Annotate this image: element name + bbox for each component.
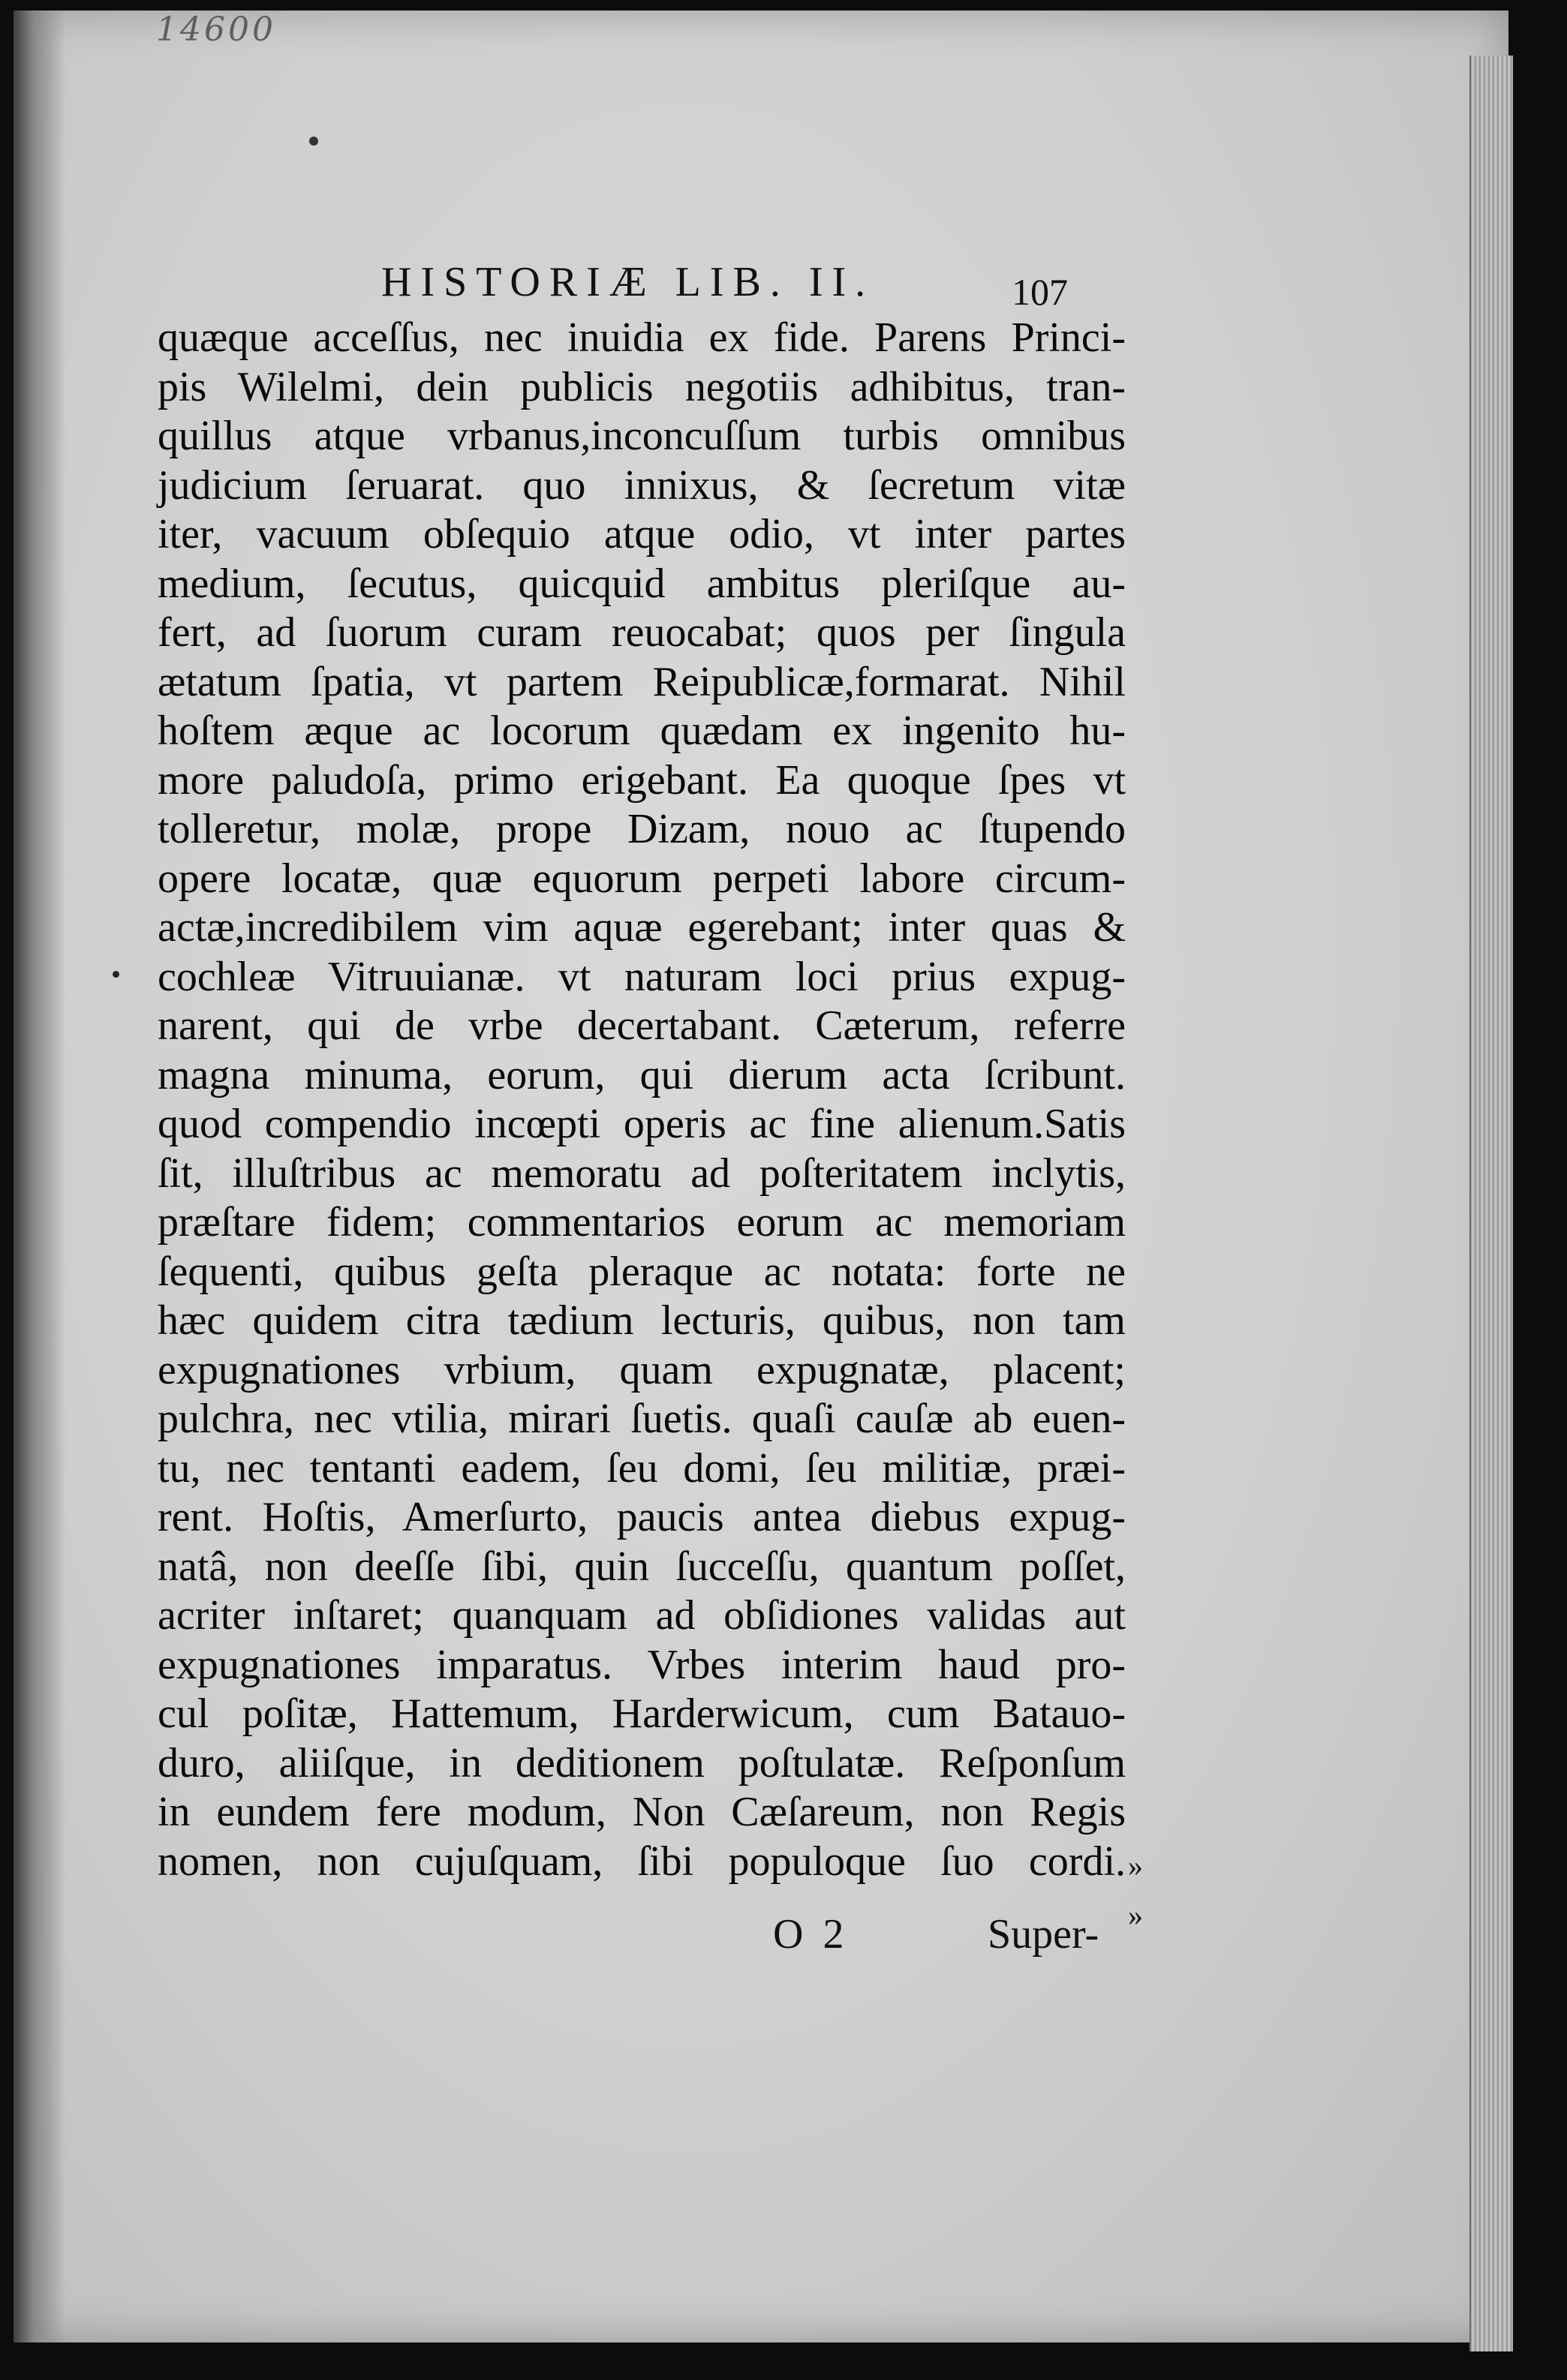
text-line: quillus atque vrbanus,inconcuſſum turbis omnibus bbox=[158, 413, 1126, 459]
page-number: 107 bbox=[1012, 271, 1068, 313]
text-line: quæque acceſſus, nec inuidia ex fide. Parens Princi- bbox=[158, 314, 1126, 361]
text-line: expugnationes imparatus. Vrbes interim haud pro- bbox=[158, 1641, 1126, 1688]
text-line: hoſtem æque ac locorum quædam ex ingenito hu- bbox=[158, 708, 1126, 754]
page-edges bbox=[1469, 56, 1513, 2351]
text-line: magna minuma, eorum, qui dierum acta ſcribunt. bbox=[158, 1051, 1126, 1098]
running-head: HISTORIÆ LIB. II. bbox=[381, 259, 875, 305]
text-line: ſequenti, quibus geſta pleraque ac notata: forte ne bbox=[158, 1248, 1126, 1295]
catchword: Super- bbox=[988, 1911, 1099, 1958]
quote-mark: » bbox=[1128, 1898, 1143, 1932]
text-line: rent. Hoſtis, Amerſurto, paucis antea diebus expug- bbox=[158, 1494, 1126, 1540]
text-line: pulchra, nec vtilia, mirari ſuetis. quaſi cauſæ ab euen- bbox=[158, 1396, 1126, 1442]
text-line: natâ, non deeſſe ſibi, quin ſucceſſu, quantum poſſet, bbox=[158, 1543, 1126, 1590]
text-line: cochleæ Vitruuianæ. vt naturam loci prius expug- bbox=[158, 953, 1126, 1000]
text-line: narent, qui de vrbe decertabant. Cæterum, referre bbox=[158, 1002, 1126, 1049]
text-line: cul poſitæ, Hattemum, Harderwicum, cum Batauo- bbox=[158, 1690, 1126, 1737]
text-line: nomen, non cujuſquam, ſibi populoque ſuo cordi. bbox=[158, 1838, 1126, 1885]
signature-mark: O 2 bbox=[773, 1911, 849, 1958]
marginal-quote-marks bbox=[1128, 1841, 1143, 1940]
margin-ink-spot bbox=[113, 971, 119, 978]
quote-mark: » bbox=[1128, 1849, 1143, 1883]
text-line: actæ,incredibilem vim aquæ egerebant; inter quas & bbox=[158, 904, 1126, 951]
text-line: duro, aliiſque, in deditionem poſtulatæ. Reſponſum bbox=[158, 1739, 1126, 1787]
text-line: expugnationes vrbium, quam expugnatæ, placent; bbox=[158, 1346, 1126, 1393]
body-text bbox=[158, 314, 1126, 1886]
text-line: iter, vacuum obſequio atque odio, vt inter partes bbox=[158, 511, 1126, 557]
text-line: hæc quidem citra tædium lecturis, quibus, non tam bbox=[158, 1297, 1126, 1344]
text-line: quod compendio incœpti operis ac fine alienum.Satis bbox=[158, 1101, 1126, 1147]
text-line: ſit, illuſtribus ac memoratu ad poſteritatem inclytis, bbox=[158, 1149, 1126, 1197]
text-line: tolleretur, molæ, prope Dizam, nouo ac ſtupendo bbox=[158, 806, 1126, 852]
pencil-annotation: 14600 bbox=[156, 11, 276, 49]
ink-spot bbox=[309, 137, 318, 146]
binding-shadow bbox=[14, 11, 66, 2342]
text-line: judicium ſeruarat. quo innixus, & ſecretum vitæ bbox=[158, 461, 1126, 509]
text-line: præſtare fidem; commentarios eorum ac memoriam bbox=[158, 1199, 1126, 1246]
text-line: opere locatæ, quæ equorum perpeti labore circum- bbox=[158, 855, 1126, 902]
book-page bbox=[14, 11, 1508, 2342]
text-line: fert, ad ſuorum curam reuocabat; quos per ſingula bbox=[158, 609, 1126, 656]
text-line: acriter inſtaret; quanquam ad obſidiones validas aut bbox=[158, 1592, 1126, 1639]
text-line: pis Wilelmi, dein publicis negotiis adhibitus, tran- bbox=[158, 363, 1126, 410]
text-line: ætatum ſpatia, vt partem Reipublicæ,formarat. Nihil bbox=[158, 658, 1126, 705]
text-line: medium, ſecutus, quicquid ambitus pleriſque au- bbox=[158, 560, 1126, 607]
text-line: more paludoſa, primo erigebant. Ea quoque ſpes vt bbox=[158, 756, 1126, 804]
text-line: in eundem fere modum, Non Cæſareum, non Regis bbox=[158, 1789, 1126, 1835]
text-line: tu, nec tentanti eadem, ſeu domi, ſeu militiæ, præi- bbox=[158, 1444, 1126, 1492]
